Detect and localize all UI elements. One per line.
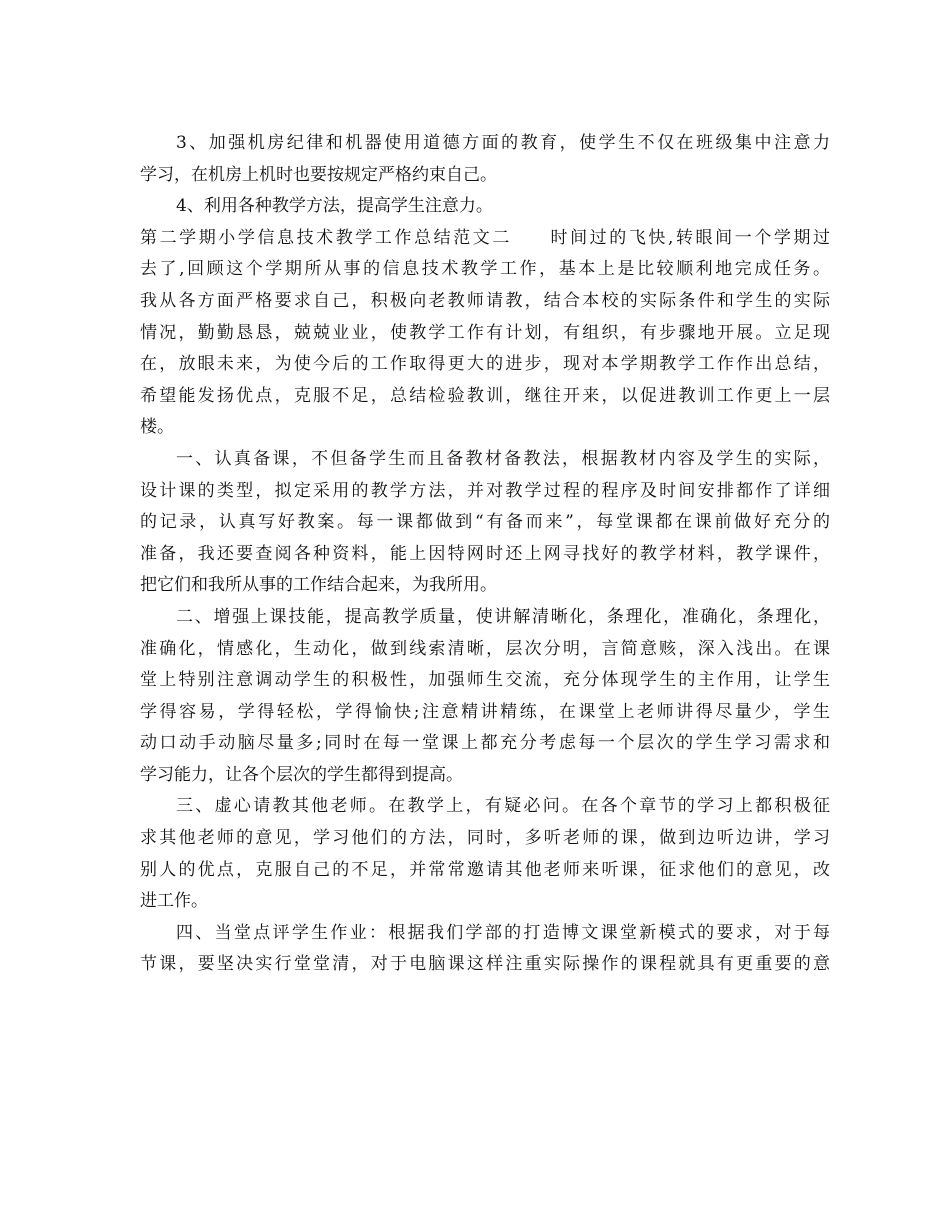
text-line: 动口动手动脑尽量多;同时在每一堂课上都充分考虑每一个层次的学生学习需求和 (140, 733, 830, 754)
text-line: 希望能发扬优点，克服不足，总结检验教训，继往开来，以促进教训工作更上一层 (140, 385, 830, 406)
text-fragment: 时间过的飞快,转眼间一个学期过 (547, 227, 831, 248)
text-line: 情况，勤勤恳恳，兢兢业业，使教学工作有计划，有组织，有步骤地开展。立足现 (140, 322, 830, 343)
text-line: 3、加强机房纪律和机器使用道德方面的教育，使学生不仅在班级集中注意力 (176, 133, 830, 153)
section-title: 第二学期小学信息技术教学工作总结范文二 (140, 227, 512, 248)
text-line: 我从各方面严格要求自己，积极向老教师请教，结合本校的实际条件和学生的实际 (140, 290, 830, 311)
section-title-line (140, 223, 830, 255)
text-line: 堂上特别注意调动学生的积极性，加强师生交流，充分体现学生的主作用，让学生 (140, 670, 830, 691)
text-line: 三、虚心请教其他老师。在教学上，有疑必问。在各个章节的学习上都积极征 (176, 796, 830, 817)
text-line: 进工作。 (140, 891, 208, 912)
text-line: 四、当堂点评学生作业：根据我们学部的打造博文课堂新模式的要求，对于每 (176, 922, 830, 943)
text-line: 二、增强上课技能，提高教学质量，使讲解清晰化，条理化，准确化，条理化， (176, 606, 830, 627)
document-body (140, 128, 830, 981)
text-line: 准备，我还要查阅各种资料，能上因特网时还上网寻找好的教学材料，教学课件， (140, 543, 830, 564)
text-line: 求其他老师的意见，学习他们的方法，同时，多听老师的课，做到边听边讲，学习 (140, 828, 830, 849)
text-line: 节课，要坚决实行堂堂清，对于电脑课这样注重实际操作的课程就具有更重要的意 (140, 954, 830, 975)
text-line: 学得容易，学得轻松，学得愉快;注意精讲精练，在课堂上老师讲得尽量少，学生 (140, 701, 830, 722)
text-line: 楼。 (140, 417, 174, 438)
text-line: 的记录，认真写好教案。每一课都做到“有备而来”，每堂课都在课前做好充分的 (140, 512, 830, 533)
text-line: 学习能力，让各个层次的学生都得到提高。 (140, 764, 463, 785)
text-line: 一、认真备课，不但备学生而且备教材备教法，根据教材内容及学生的实际， (176, 448, 830, 469)
text-line: 准确化，情感化，生动化，做到线索清晰，层次分明，言简意赅，深入浅出。在课 (140, 638, 830, 659)
text-line: 学习，在机房上机时也要按规定严格约束自己。 (140, 164, 497, 185)
text-line: 4、利用各种教学方法，提高学生注意力。 (176, 196, 493, 217)
text-line: 设计课的类型，拟定采用的教学方法，并对教学过程的程序及时间安排都作了详细 (140, 480, 830, 501)
text-line: 把它们和我所从事的工作结合起来，为我所用。 (140, 575, 497, 596)
text-line: 在，放眼未来，为使今后的工作取得更大的进步，现对本学期教学工作作出总结， (140, 354, 830, 375)
text-line: 去了,回顾这个学期所从事的信息技术教学工作，基本上是比较顺利地完成任务。 (140, 259, 830, 280)
text-line: 别人的优点，克服自己的不足，并常常邀请其他老师来听课，征求他们的意见，改 (140, 859, 830, 880)
